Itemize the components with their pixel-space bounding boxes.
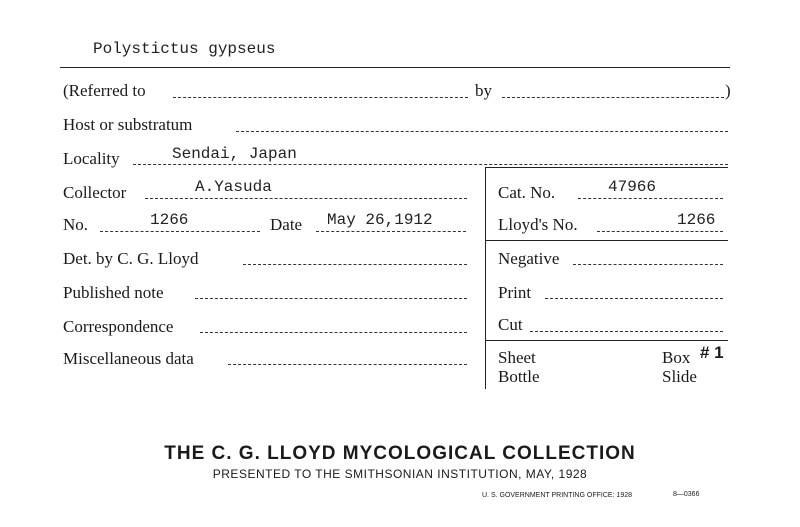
published-note-label: Published note xyxy=(63,283,164,302)
box-left-border xyxy=(485,167,486,389)
misc-line xyxy=(228,364,467,365)
by-label: by xyxy=(475,81,492,100)
date-value: May 26,1912 xyxy=(327,211,433,229)
no-line xyxy=(100,231,260,232)
box-divider-2 xyxy=(485,340,728,341)
divider-top xyxy=(60,67,730,68)
close-paren: ) xyxy=(725,81,731,100)
correspondence-label: Correspondence xyxy=(63,317,174,336)
date-line xyxy=(316,231,466,232)
no-value: 1266 xyxy=(150,211,189,229)
cat-no-value: 47966 xyxy=(608,178,657,196)
correspondence-line xyxy=(200,332,467,333)
printer-imprint: U. S. GOVERNMENT PRINTING OFFICE: 1928 xyxy=(482,492,633,499)
det-by-line xyxy=(243,264,467,265)
host-label: Host or substratum xyxy=(63,115,193,134)
host-line xyxy=(236,131,728,132)
date-label: Date xyxy=(270,215,303,234)
negative-line xyxy=(573,264,723,265)
box-top-border xyxy=(485,167,728,168)
form-number: 8—0366 xyxy=(673,491,700,498)
collector-value: A.Yasuda xyxy=(195,178,272,196)
no-label: No. xyxy=(63,215,89,234)
box-divider-1 xyxy=(485,240,728,241)
specimen-name: Polystictus gypseus xyxy=(93,40,276,58)
cut-line xyxy=(530,331,723,332)
print-label: Print xyxy=(498,283,532,302)
lloyds-no-value: 1266 xyxy=(677,211,716,229)
slide-label: Slide xyxy=(662,367,697,386)
collection-title: THE C. G. LLOYD MYCOLOGICAL COLLECTION xyxy=(164,443,636,464)
collector-line xyxy=(145,198,467,199)
locality-line xyxy=(133,164,728,165)
misc-label: Miscellaneous data xyxy=(63,349,194,368)
cat-no-line xyxy=(578,198,723,199)
referred-to-line xyxy=(173,97,468,98)
collection-subtitle: PRESENTED TO THE SMITHSONIAN INSTITUTION, MAY, 1928 xyxy=(212,467,588,481)
lloyds-no-label: Lloyd's No. xyxy=(498,215,578,234)
det-by-label: Det. by C. G. Lloyd xyxy=(63,249,199,268)
collector-label: Collector xyxy=(63,183,127,202)
bottle-label: Bottle xyxy=(498,367,540,386)
locality-value: Sendai, Japan xyxy=(172,145,297,163)
referred-to-label: (Referred to xyxy=(63,81,146,100)
sheet-label: Sheet xyxy=(498,348,536,367)
box-label: Box xyxy=(662,348,691,367)
locality-label: Locality xyxy=(63,149,120,168)
negative-label: Negative xyxy=(498,249,560,268)
cat-no-label: Cat. No. xyxy=(498,183,556,202)
published-note-line xyxy=(195,298,467,299)
box-value: # 1 xyxy=(700,343,724,362)
cut-label: Cut xyxy=(498,315,523,334)
by-line xyxy=(502,97,724,98)
lloyds-no-line xyxy=(597,231,723,232)
print-line xyxy=(545,298,723,299)
